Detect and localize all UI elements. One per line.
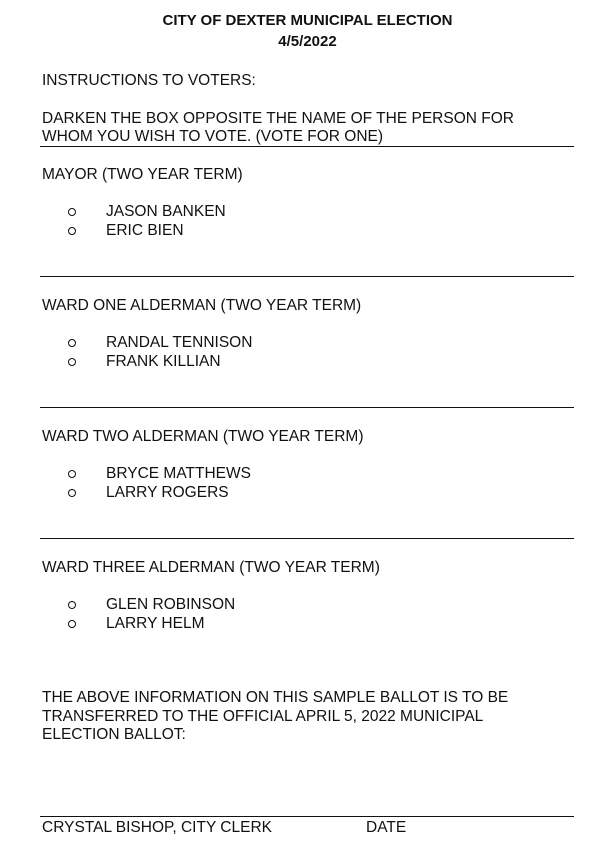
candidate-row[interactable] [68,352,221,371]
candidate-name: ERIC BIEN [106,222,184,239]
candidate-name: GLEN ROBINSON [106,596,236,613]
candidate-row[interactable] [68,333,252,352]
clerk-signature-label: CRYSTAL BISHOP, CITY CLERK [42,819,272,836]
candidate-name: JASON BANKEN [106,203,226,220]
vote-bubble-icon[interactable] [68,620,76,628]
signature-date-label: DATE [366,819,407,836]
candidate-row[interactable] [68,614,205,633]
candidate-row[interactable] [68,221,184,240]
instructions-line-1: DARKEN THE BOX OPPOSITE THE NAME OF THE PERSON FOR [42,110,514,127]
divider [40,276,574,277]
vote-bubble-icon[interactable] [68,601,76,609]
race-mayor-title: MAYOR (TWO YEAR TERM) [42,166,243,183]
vote-bubble-icon[interactable] [68,358,76,366]
transfer-note-line-3: ELECTION BALLOT: [42,726,186,743]
race-ward-three-title: WARD THREE ALDERMAN (TWO YEAR TERM) [42,559,380,576]
vote-bubble-icon[interactable] [68,470,76,478]
divider [40,538,574,539]
signature-line [40,816,574,817]
candidate-name: LARRY ROGERS [106,484,229,501]
candidate-row[interactable] [68,464,251,483]
transfer-note [42,689,582,745]
transfer-note-line-2: TRANSFERRED TO THE OFFICIAL APRIL 5, 2022 MUNICIPAL [42,707,484,725]
candidate-name: BRYCE MATTHEWS [106,465,251,482]
race-ward-two-title: WARD TWO ALDERMAN (TWO YEAR TERM) [42,428,364,445]
transfer-note-line-1: THE ABOVE INFORMATION ON THIS SAMPLE BALLOT IS TO BE [42,689,509,706]
candidate-row[interactable] [68,483,229,502]
candidate-row[interactable] [68,202,226,221]
vote-bubble-icon[interactable] [68,489,76,497]
instructions-heading: INSTRUCTIONS TO VOTERS: [42,72,256,89]
vote-bubble-icon[interactable] [68,208,76,216]
candidate-name: RANDAL TENNISON [106,334,253,351]
divider [40,146,574,147]
ballot-date: 4/5/2022 [278,33,337,50]
candidate-name: LARRY HELM [106,615,205,632]
race-ward-one-title: WARD ONE ALDERMAN (TWO YEAR TERM) [42,297,362,314]
candidate-name: FRANK KILLIAN [106,353,221,370]
instructions-line-2: WHOM YOU WISH TO VOTE. (VOTE FOR ONE) [42,128,384,145]
vote-bubble-icon[interactable] [68,339,76,347]
vote-bubble-icon[interactable] [68,227,76,235]
ballot-title: CITY OF DEXTER MUNICIPAL ELECTION [162,12,453,29]
candidate-row[interactable] [68,595,235,614]
divider [40,407,574,408]
